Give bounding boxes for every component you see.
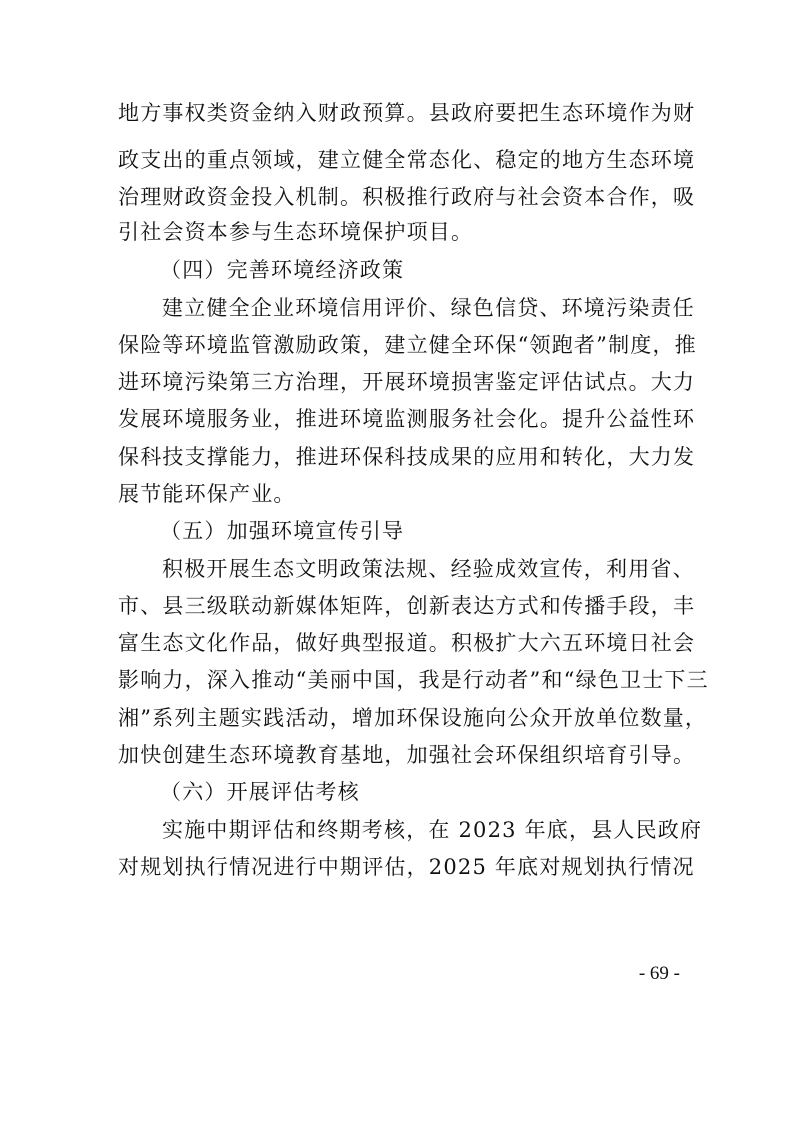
section-heading-6: （六）开展评估考核: [160, 780, 360, 804]
paragraph-line: 保险等环境监管激励政策，建立健全环保“领跑者”制度，推: [118, 333, 697, 357]
paragraph-line: 加快创建生态环境教育基地，加强社会环保组织培育引导。: [118, 743, 696, 767]
paragraph-line: 积极开展生态文明政策法规、经验成效宣传，利用省、: [162, 557, 695, 581]
paragraph-line: 湘”系列主题实践活动，增加环保设施向公众开放单位数量，: [118, 706, 708, 730]
paragraph-line: 建立健全企业环境信用评价、绿色信贷、环境污染责任: [162, 296, 695, 320]
section-heading-5: （五）加强环境宣传引导: [160, 519, 405, 543]
page-number: - 69 -: [638, 963, 680, 984]
section-heading-4: （四）完善环境经济政策: [160, 258, 405, 282]
paragraph-line: 地方事权类资金纳入财政预算。县政府要把生态环境作为财: [118, 101, 696, 125]
paragraph-line: 展节能环保产业。: [118, 482, 296, 506]
paragraph-line: 发展环境服务业，推进环境监测服务社会化。提升公益性环: [118, 407, 696, 431]
paragraph-line: 保科技支撑能力，推进环保科技成果的应用和转化，大力发: [118, 445, 696, 469]
paragraph-line: 富生态文化作品，做好典型报道。积极扩大六五环境日社会: [118, 631, 696, 655]
paragraph-line: 进环境污染第三方治理，开展环境损害鉴定评估试点。大力: [118, 370, 696, 394]
paragraph-line: 政支出的重点领域，建立健全常态化、稳定的地方生态环境: [118, 148, 696, 172]
paragraph-line: 市、县三级联动新媒体矩阵，创新表达方式和传播手段，丰: [118, 594, 696, 618]
paragraph-line: 治理财政资金投入机制。积极推行政府与社会资本合作，吸: [118, 185, 696, 209]
paragraph-line: 影响力，深入推动“美丽中国，我是行动者”和“绿色卫士下三: [118, 668, 709, 692]
paragraph-line: 引社会资本参与生态环境保护项目。: [118, 220, 474, 244]
paragraph-line: 实施中期评估和终期考核，在 2023 年底，县人民政府: [162, 818, 703, 842]
paragraph-line: 对规划执行情况进行中期评估，2025 年底对规划执行情况: [118, 855, 695, 879]
